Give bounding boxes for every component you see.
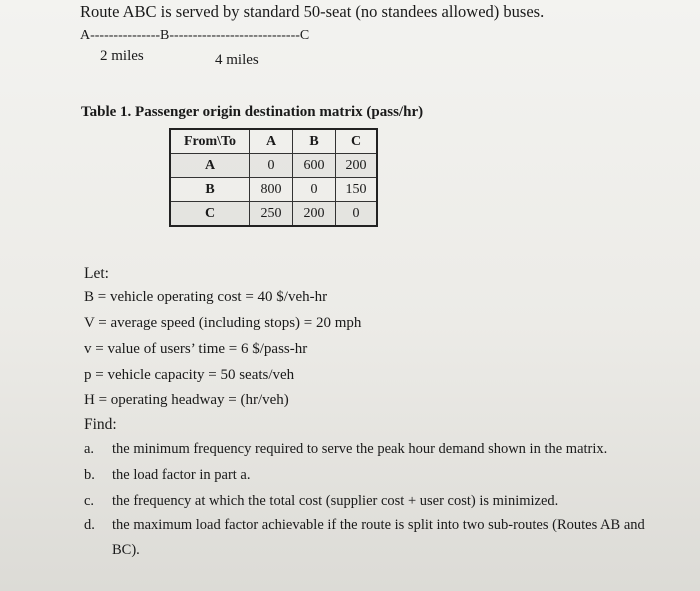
- table-header-cell: B: [293, 129, 336, 154]
- table-cell: 600: [293, 154, 336, 178]
- table-cell: 0: [250, 154, 293, 178]
- question-c-text: the frequency at which the total cost (supplier cost + user cost) is minimized.: [112, 493, 559, 509]
- table-header-cell: From\To: [170, 129, 250, 154]
- table-header-row: [170, 129, 377, 154]
- od-matrix-table: [169, 128, 378, 227]
- row-label: C: [170, 202, 250, 227]
- intro-text: Route ABC is served by standard 50-seat (no standees allowed) buses.: [80, 2, 545, 21]
- table-row: [170, 202, 377, 227]
- table-header-cell: C: [336, 129, 378, 154]
- question-a-text: the minimum frequency required to serve the peak hour demand shown in the matrix.: [112, 441, 608, 457]
- table-cell: 150: [336, 178, 378, 202]
- variable-vehicle-capacity: p = vehicle capacity = 50 seats/veh: [84, 367, 295, 383]
- row-label: A: [170, 154, 250, 178]
- table-header-cell: A: [250, 129, 293, 154]
- table-row: [170, 178, 377, 202]
- variable-average-speed: V = average speed (including stops) = 20 mph: [84, 315, 362, 331]
- table-row: [170, 154, 377, 178]
- table-cell: 200: [336, 154, 378, 178]
- variable-value-of-time: v = value of users’ time = 6 $/pass-hr: [84, 341, 308, 357]
- question-d-continuation: BC).: [112, 542, 140, 558]
- table-title: Table 1. Passenger origin destination matrix (pass/hr): [81, 104, 424, 120]
- question-c-letter: c.: [84, 493, 95, 509]
- variable-operating-cost: B = vehicle operating cost = 40 $/veh-hr: [84, 289, 328, 305]
- table-cell: 0: [293, 178, 336, 202]
- distance-ab: 2 miles: [100, 48, 144, 64]
- question-b-letter: b.: [84, 467, 95, 483]
- table-cell: 800: [250, 178, 293, 202]
- question-d-letter: d.: [84, 517, 95, 533]
- question-a-letter: a.: [84, 441, 95, 457]
- table-cell: 200: [293, 202, 336, 227]
- find-label: Find:: [84, 416, 117, 433]
- table-cell: 0: [336, 202, 378, 227]
- table-cell: 250: [250, 202, 293, 227]
- question-b-text: the load factor in part a.: [112, 467, 251, 483]
- let-label: Let:: [84, 265, 109, 282]
- distance-bc: 4 miles: [215, 52, 259, 68]
- question-d-text: the maximum load factor achievable if the route is split into two sub-routes (Routes AB and: [112, 517, 645, 533]
- variable-headway: H = operating headway = (hr/veh): [84, 392, 289, 408]
- route-diagram: A---------------B----------------------------C: [80, 28, 310, 43]
- row-label: B: [170, 178, 250, 202]
